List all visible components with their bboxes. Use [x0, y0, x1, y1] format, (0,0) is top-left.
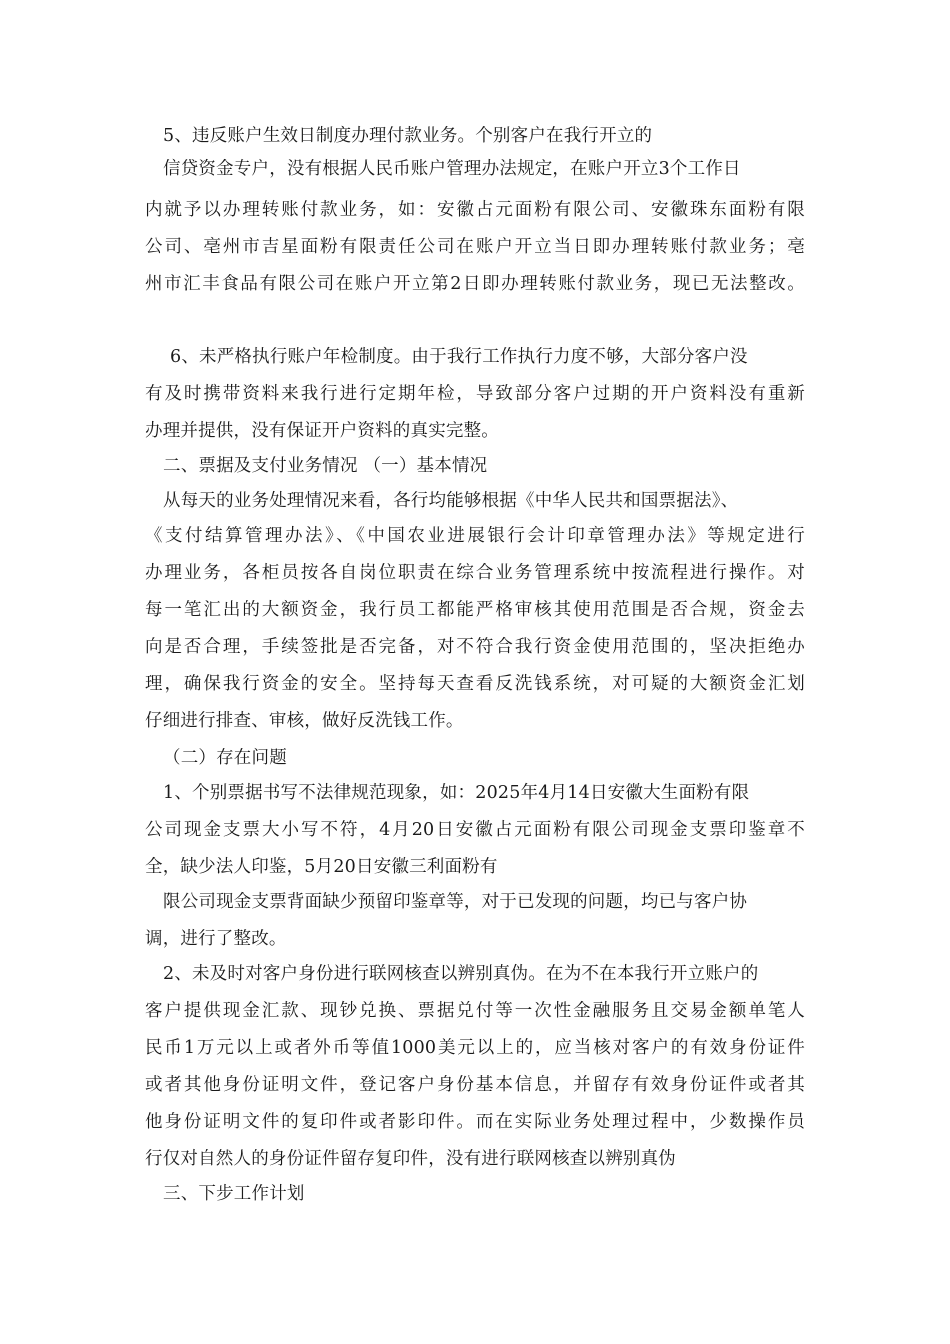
text-line: 向是否合理，手续签批是否完备，对不符合我行资金使用范围的，坚决拒绝办 — [145, 637, 805, 657]
text-line: 他身份证明文件的复印件或者影印件。而在实际业务处理过程中，少数操作员 — [145, 1112, 805, 1132]
text-line: 5、违反账户生效日制度办理付款业务。个别客户在我行开立的 — [163, 126, 653, 146]
section-heading: 三、下步工作计划 — [163, 1184, 305, 1204]
section-heading: 二、票据及支付业务情况 （一）基本情况 — [163, 456, 488, 476]
text-line: 每一笔汇出的大额资金，我行员工都能严格审核其使用范围是否合规，资金去 — [145, 600, 805, 620]
text-line: 办理并提供，没有保证开户资料的真实完整。 — [145, 421, 499, 441]
text-line: 从每天的业务处理情况来看，各行均能够根据《中华人民共和国票据法》、 — [163, 491, 739, 511]
text-line: 《支付结算管理办法》、《中国农业进展银行会计印章管理办法》等规定进行 — [145, 526, 805, 546]
text-line: 信贷资金专户，没有根据人民币账户管理办法规定，在账户开立3个工作日 — [163, 159, 741, 179]
text-line: 全，缺少法人印鉴，5月20日安徽三利面粉有 — [145, 857, 498, 877]
text-line: 公司现金支票大小写不符，4月20日安徽占元面粉有限公司现金支票印鉴章不 — [145, 820, 805, 840]
text-line: 办理业务，各柜员按各自岗位职责在综合业务管理系统中按流程进行操作。对 — [145, 563, 805, 583]
text-line: 州市汇丰食品有限公司在账户开立第2日即办理转账付款业务，现已无法整改。 — [145, 274, 805, 294]
text-line: 民币1万元以上或者外币等值1000美元以上的，应当核对客户的有效身份证件 — [145, 1038, 805, 1058]
text-line: 仔细进行排查、审核，做好反洗钱工作。 — [145, 711, 464, 731]
text-line: 内就予以办理转账付款业务，如：安徽占元面粉有限公司、安徽珠东面粉有限 — [145, 200, 805, 220]
text-line: 理，确保我行资金的安全。坚持每天查看反洗钱系统，对可疑的大额资金汇划 — [145, 674, 805, 694]
text-line: 2、未及时对客户身份进行联网核查以辨别真伪。在为不在本我行开立账户的 — [163, 964, 759, 984]
section-heading: （二）存在问题 — [163, 748, 287, 768]
text-line: 调，进行了整改。 — [145, 929, 287, 949]
text-line: 限公司现金支票背面缺少预留印鉴章等，对于已发现的问题，均已与客户协 — [163, 892, 748, 912]
text-line: 客户提供现金汇款、现钞兑换、票据兑付等一次性金融服务且交易金额单笔人 — [145, 1001, 805, 1021]
text-line: 行仅对自然人的身份证件留存复印件，没有进行联网核查以辨别真伪 — [145, 1149, 676, 1169]
text-line: 6、未严格执行账户年检制度。由于我行工作执行力度不够，大部分客户没 — [170, 347, 748, 367]
text-line: 有及时携带资料来我行进行定期年检，导致部分客户过期的开户资料没有重新 — [145, 384, 805, 404]
text-line: 1、个别票据书写不法律规范现象，如：2025年4月14日安徽大生面粉有限 — [163, 783, 750, 803]
text-line: 或者其他身份证明文件，登记客户身份基本信息，并留存有效身份证件或者其 — [145, 1075, 805, 1095]
text-line: 公司、亳州市吉星面粉有限责任公司在账户开立当日即办理转账付款业务；亳 — [145, 237, 805, 257]
